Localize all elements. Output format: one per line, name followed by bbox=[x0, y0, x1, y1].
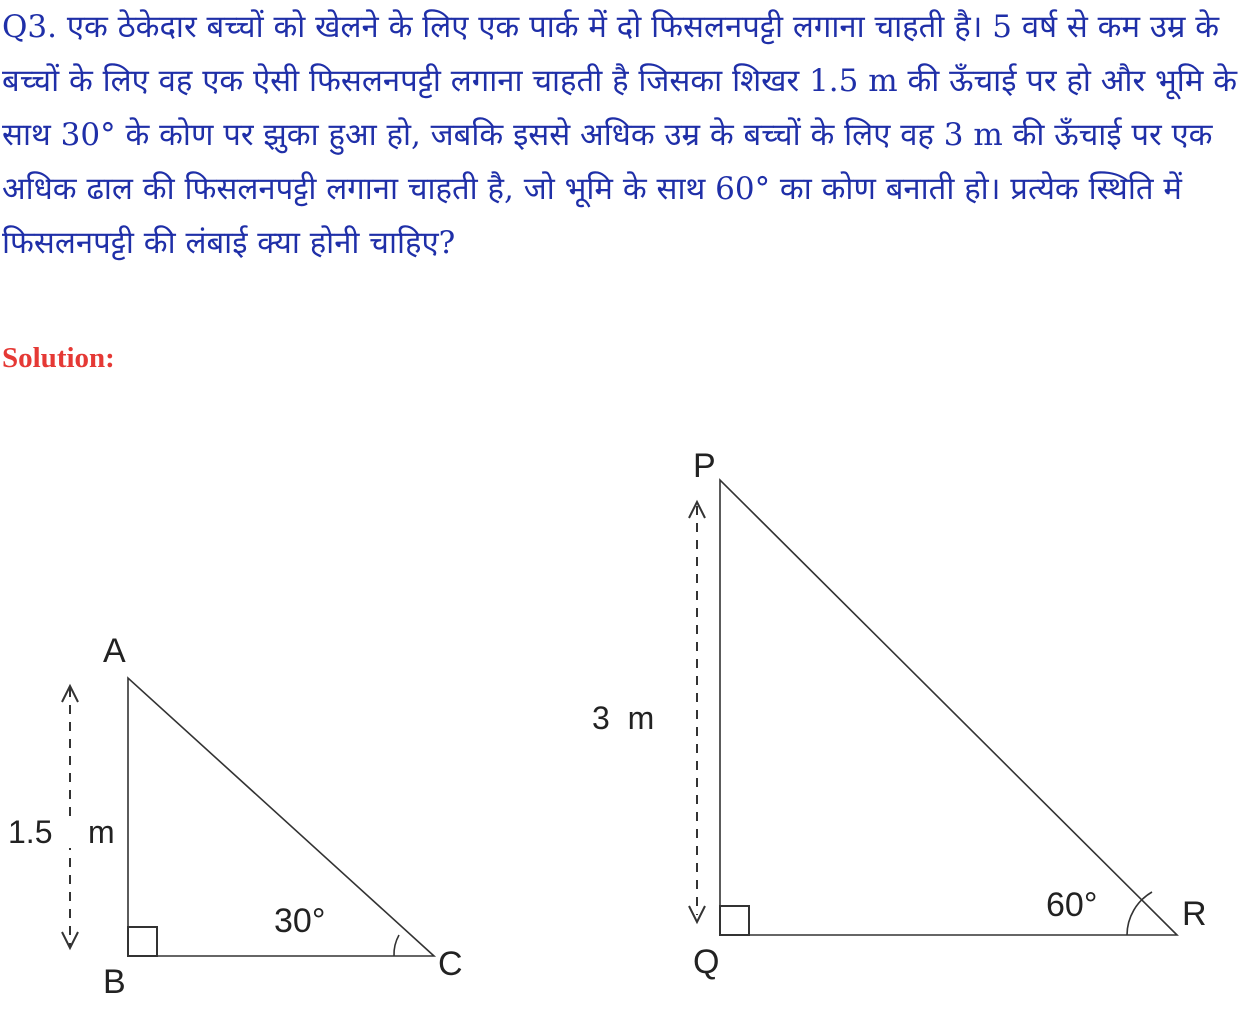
height-unit-label: m bbox=[88, 814, 115, 850]
right-angle-marker-b bbox=[128, 927, 157, 956]
angle-60-label: 60° bbox=[1046, 886, 1098, 924]
angle-arc-c bbox=[394, 935, 399, 956]
solution-heading: Solution: bbox=[2, 342, 115, 374]
vertex-p-label: P bbox=[693, 447, 716, 485]
height-label-gap bbox=[64, 818, 76, 848]
right-angle-marker-q bbox=[720, 906, 749, 935]
vertex-r-label: R bbox=[1182, 895, 1207, 933]
height-value-label: 1.5 bbox=[8, 814, 53, 850]
vertex-q-label: Q bbox=[693, 943, 720, 981]
triangle-pqr bbox=[720, 480, 1177, 935]
vertex-b-label: B bbox=[103, 963, 126, 1001]
angle-30-label: 30° bbox=[274, 902, 326, 940]
question-text: Q3. एक ठेकेदार बच्चों को खेलने के लिए एक पार्क में दो फिसलनपट्टी लगाना चाहती है। 5 वर्ष से कम उम्र के बच्चों के लिए वह एक ऐसी फिसलनपट्टी लगाना चाहती है जिसका शिखर 1.5 m की ऊँचाई पर हो और भूमि के साथ 30° के कोण पर झुका हुआ हो, जबकि इससे अधिक उम्र के बच्चों के लिए वह 3 m की ऊँचाई पर एक अधिक ढाल की फिसलनपट्टी लगाना चाहती है, जो भूमि के साथ 60° का कोण बनाती हो। प्रत्येक स्थिति में फिसलनपट्टी की लंबाई क्या होनी चाहिए? bbox=[2, 9, 1238, 261]
height-label: 3 m bbox=[592, 700, 655, 736]
triangle-abc-figure bbox=[8, 632, 463, 1001]
triangle-pqr-figure bbox=[592, 447, 1207, 981]
vertex-a-label: A bbox=[103, 632, 126, 670]
vertex-c-label: C bbox=[438, 945, 463, 983]
